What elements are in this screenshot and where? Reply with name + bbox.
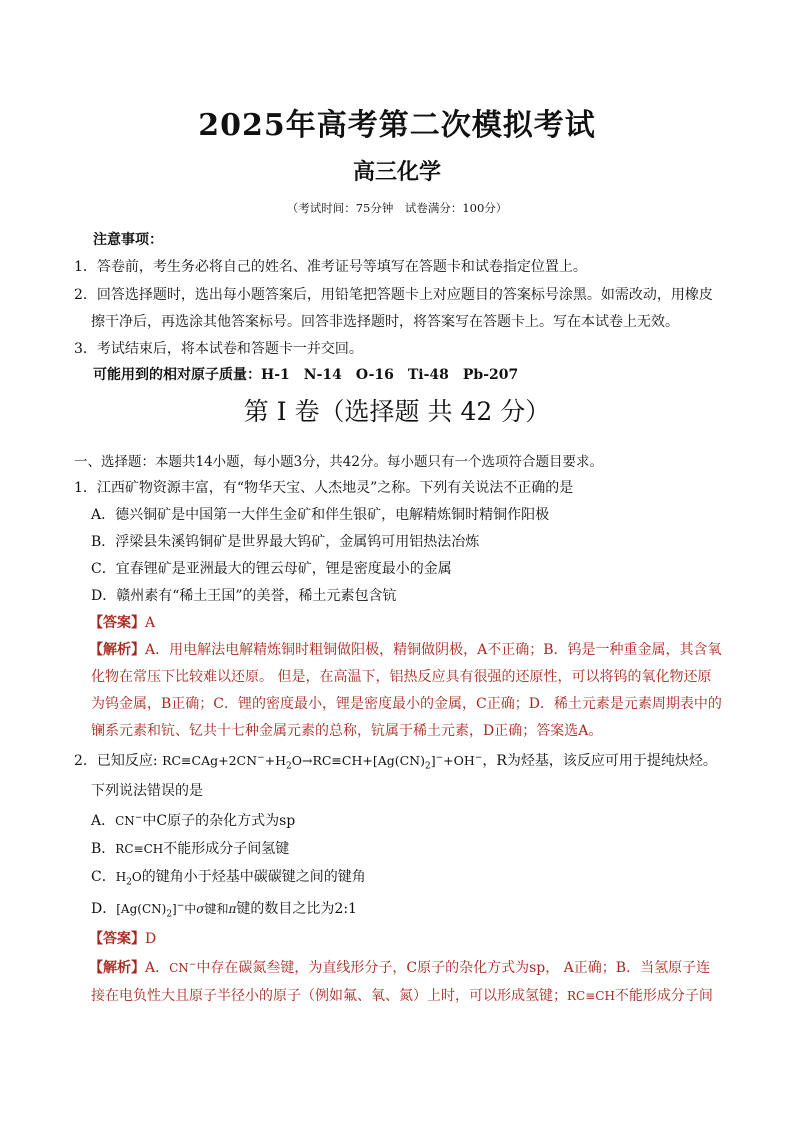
q1-analysis-text-1: A．用电解法电解精炼铜时粗铜做阳极，精铜做阴极，A不正确；B．钨是一种重金属，其含氧 (145, 642, 722, 658)
q2-stem-suffix: ，R为烃基，该反应可用于提纯炔烃。 (482, 753, 717, 769)
notice-item-3: 3．考试结束后，将本试卷和答题卡一并交回。 (74, 341, 363, 357)
q2-option-d (91, 898, 357, 919)
q2-option-b (91, 838, 289, 858)
q2-analysis-label: 【解析】 (89, 960, 145, 976)
exam-subtitle: 高三化学 (352, 159, 441, 185)
q2-answer (89, 928, 156, 948)
q2-analysis-line-2 (91, 985, 713, 1005)
q2-analysis-line-1 (89, 957, 710, 977)
q1-option-d: D．赣州素有“稀土王国”的美誉，稀土元素包含钪 (91, 588, 397, 604)
q1-analysis-line-1 (89, 639, 722, 659)
atomic-mass-line: 可能用到的相对原子质量：H-1 N-14 O-16 Ti-48 Pb-207 (93, 367, 519, 383)
notice-heading: 注意事项： (93, 232, 163, 248)
q1-analysis-line-4: 镧系元素和钪、钇共十七种金属元素的总称，钪属于稀土元素，D正确；答案选A。 (91, 723, 603, 739)
q2-stem-prefix: 2．已知反应: (74, 753, 158, 769)
q2-option-d-letter: D． (91, 901, 117, 917)
q1-option-a: A．德兴铜矿是中国第一大伴生金矿和伴生银矿，电解精炼铜时精铜作阳极 (91, 507, 550, 523)
exam-info: （考试时间：75分钟 试卷满分：100分） (286, 201, 508, 215)
q2-option-b-letter: B． (91, 841, 116, 857)
q1-answer-label: 【答案】 (89, 615, 145, 631)
q2-stem-line-2: 下列说法错误的是 (91, 783, 203, 799)
q2-option-d-text: 键的数目之比为2:1 (236, 901, 357, 917)
q2-option-a-formula: CN− (115, 813, 143, 828)
q2-option-a (91, 810, 295, 830)
notice-item-2-cont: 擦干净后，再选涂其他答案标号。回答非选择题时，将答案写在答题卡上。写在本试卷上无效。 (91, 314, 679, 330)
q1-analysis-label: 【解析】 (89, 642, 145, 658)
q2-analysis-2b: 不能形成分子间 (614, 988, 713, 1004)
exam-title: 2025年高考第二次模拟考试 (198, 108, 596, 143)
q1-analysis-line-2: 化物在常压下比较难以还原。 但是，在高温下，铝热反应具有很强的还原性，可以将钨的氧化物还原 (91, 669, 712, 685)
notice-item-1: 1．答卷前，考生务必将自己的姓名、准考证号等填写在答题卡和试卷指定位置上。 (74, 259, 587, 275)
section-intro: 一、选择题：本题共14小题，每小题3分，共42分。每小题只有一个选项符合题目要求。 (74, 454, 603, 470)
q2-analysis-formula-cn: CN− (169, 960, 197, 975)
q2-analysis-1b: 中存在碳氮叁键，为直线形分子，C原子的杂化方式为sp， A正确；B．当氢原子连 (196, 960, 711, 976)
q2-answer-label: 【答案】 (89, 931, 145, 947)
q2-option-a-letter: A． (91, 813, 116, 829)
q2-option-c-text: 的键角小于烃基中碳碳键之间的键角 (141, 869, 366, 885)
q2-option-d-formula: $[Ag(CN)_2]^-$中σ键和π (116, 901, 237, 920)
q1-stem: 1．江西矿物资源丰富，有“物华天宝、人杰地灵”之称。下列有关说法不正确的是 (74, 480, 574, 496)
q1-answer-value: A (145, 615, 156, 631)
q1-option-b: B．浮梁县朱溪钨铜矿是世界最大钨矿，金属钨可用铝热法冶炼 (91, 534, 480, 550)
notice-item-2: 2．回答选择题时，选出每小题答案后，用铅笔把答题卡上对应题目的答案标号涂黑。如需改动，用橡皮 (74, 287, 713, 303)
q1-analysis-line-3: 为钨金属，B正确；C．锂的密度最小，锂是密度最小的金属，C正确；D．稀土元素是元素周期表中的 (91, 696, 722, 712)
section-title: 第 I 卷（选择题 共 42 分） (243, 397, 551, 426)
q2-option-c (91, 866, 366, 887)
q2-option-c-letter: C． (91, 869, 116, 885)
q2-reaction-equation: $RC\equiv CAg+2CN^-+H_2O\to RC\equiv CH+[Ag(CN)_2]^-+OH^-$ (162, 752, 483, 772)
q2-stem (74, 750, 717, 772)
q2-analysis-2a: 接在电负性大且原子半径小的原子（例如氟、氧、氮）上时，可以形成氢键； (91, 988, 567, 1004)
q2-option-a-text: 中C原子的杂化方式为sp (142, 813, 296, 829)
q2-analysis-formula-rcch: RC≡CH (567, 989, 615, 1003)
q2-analysis-1a: A． (145, 960, 170, 976)
q1-answer (89, 612, 155, 632)
q2-option-b-text: 不能形成分子间氢键 (163, 841, 290, 857)
q2-option-c-formula: $H_2O$ (115, 870, 142, 888)
q2-answer-value: D (145, 931, 157, 947)
q1-option-c: C．宜春锂矿是亚洲最大的锂云母矿，锂是密度最小的金属 (91, 561, 452, 577)
q2-option-b-formula: RC≡CH (115, 842, 164, 856)
